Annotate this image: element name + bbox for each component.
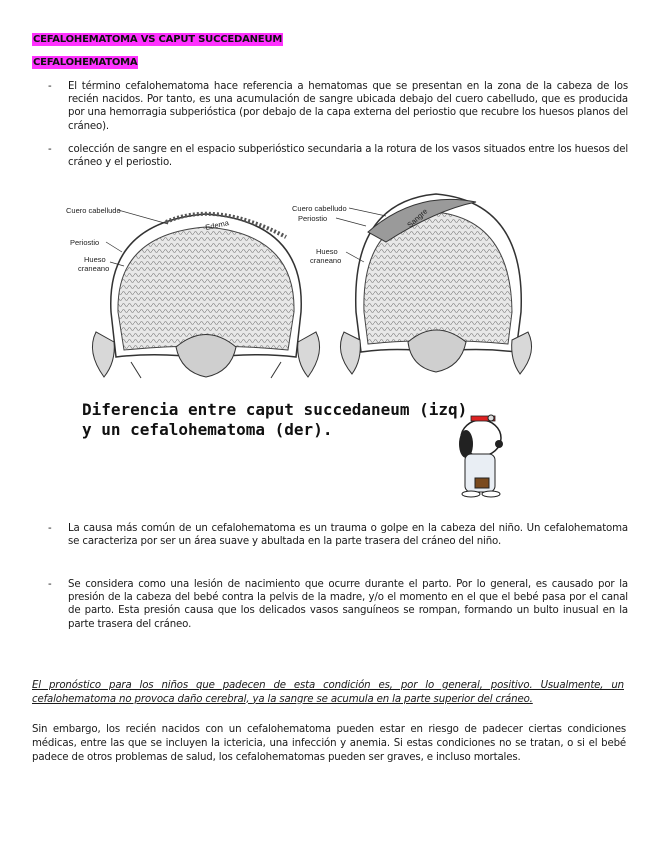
figure-caption <box>82 400 467 440</box>
right-label-periosteum: Periostio <box>298 214 328 223</box>
bullet-item <box>48 143 628 169</box>
prognosis-paragraph: El pronóstico para los niños que padecen de esta condición es, por lo general, positivo. Usualmente, un cefalohematoma no provoca daño cerebral, ya la sangre se acumula en la parte superior del cráneo. <box>32 680 624 705</box>
bullet-item <box>48 578 628 631</box>
left-label-edema: Edema <box>204 218 230 232</box>
right-label-scalp: Cuero cabelludo <box>292 204 347 213</box>
bullet-marker: - <box>48 579 52 590</box>
left-skull-illustration <box>66 206 320 378</box>
right-skull-illustration <box>292 194 532 374</box>
main-heading: CEFALOHEMATOMA VS CAPUT SUCCEDANEUM <box>33 34 283 45</box>
bullet-item <box>48 522 628 548</box>
bullet-text: Se considera como una lesión de nacimiento que ocurre durante el parto. Por lo general, es causado por la presión de la cabeza del bebé contra la pelvis de la madre, y/o el momento en el que el bebé pasa por el canal de parto. Esta presión causa que los delicados vasos sanguíneos se rompan, formando un bulto inusual en la parte trasera del cráneo. <box>68 579 628 630</box>
bullet-item <box>48 80 628 133</box>
left-label-periosteum: Periostio <box>70 238 100 247</box>
right-label-bone: Hueso <box>316 247 338 256</box>
left-label-cranial: craneano <box>78 264 110 273</box>
bullet-marker: - <box>48 81 52 92</box>
section-heading: CEFALOHEMATOMA <box>33 57 138 68</box>
closing-paragraph: Sin embargo, los recién nacidos con un cefalohematoma pueden estar en riesgo de padecer ciertas condiciones médicas, entre las que se incluyen la ictericia, una infección y anemia. Si estas condiciones no se tratan, o si el bebé padece de otros problemas de salud, los cefalohematomas pueden ser graves, e incluso mortales. <box>32 724 626 763</box>
bullet-marker: - <box>48 144 52 155</box>
bullet-text: El término cefalohematoma hace referencia a hematomas que se presentan en la zona de la cabeza de los recién nacidos. Por tanto, es una acumulación de sangre ubicada debajo del cuero cabelludo, que es producida por una hemorragia subperióstica (por debajo de la capa externa del periostio que recubre los huesos planos del cráneo). <box>68 81 628 132</box>
skull-diagram <box>56 182 596 502</box>
right-label-blood: Sangre <box>405 206 430 230</box>
figure-caption-line-2: y un cefalohematoma (der). <box>82 420 333 439</box>
right-label-cranial: craneano <box>310 256 342 265</box>
left-label-scalp: Cuero cabelludo <box>66 206 121 215</box>
figure-caption-line-1: Diferencia entre caput succedaneum (izq) <box>82 400 468 419</box>
left-label-bone: Hueso <box>84 255 106 264</box>
bullet-text: colección de sangre en el espacio subperióstico secundaria a la rotura de los vasos situados entre los huesos del cráneo y el periostio. <box>68 144 628 169</box>
bullet-text: La causa más común de un cefalohematoma es un trauma o golpe en la cabeza del niño. Un cefalohematoma se caracteriza por ser un área suave y abultada en la parte trasera del cráneo del niño. <box>68 523 628 548</box>
bullet-marker: - <box>48 523 52 534</box>
